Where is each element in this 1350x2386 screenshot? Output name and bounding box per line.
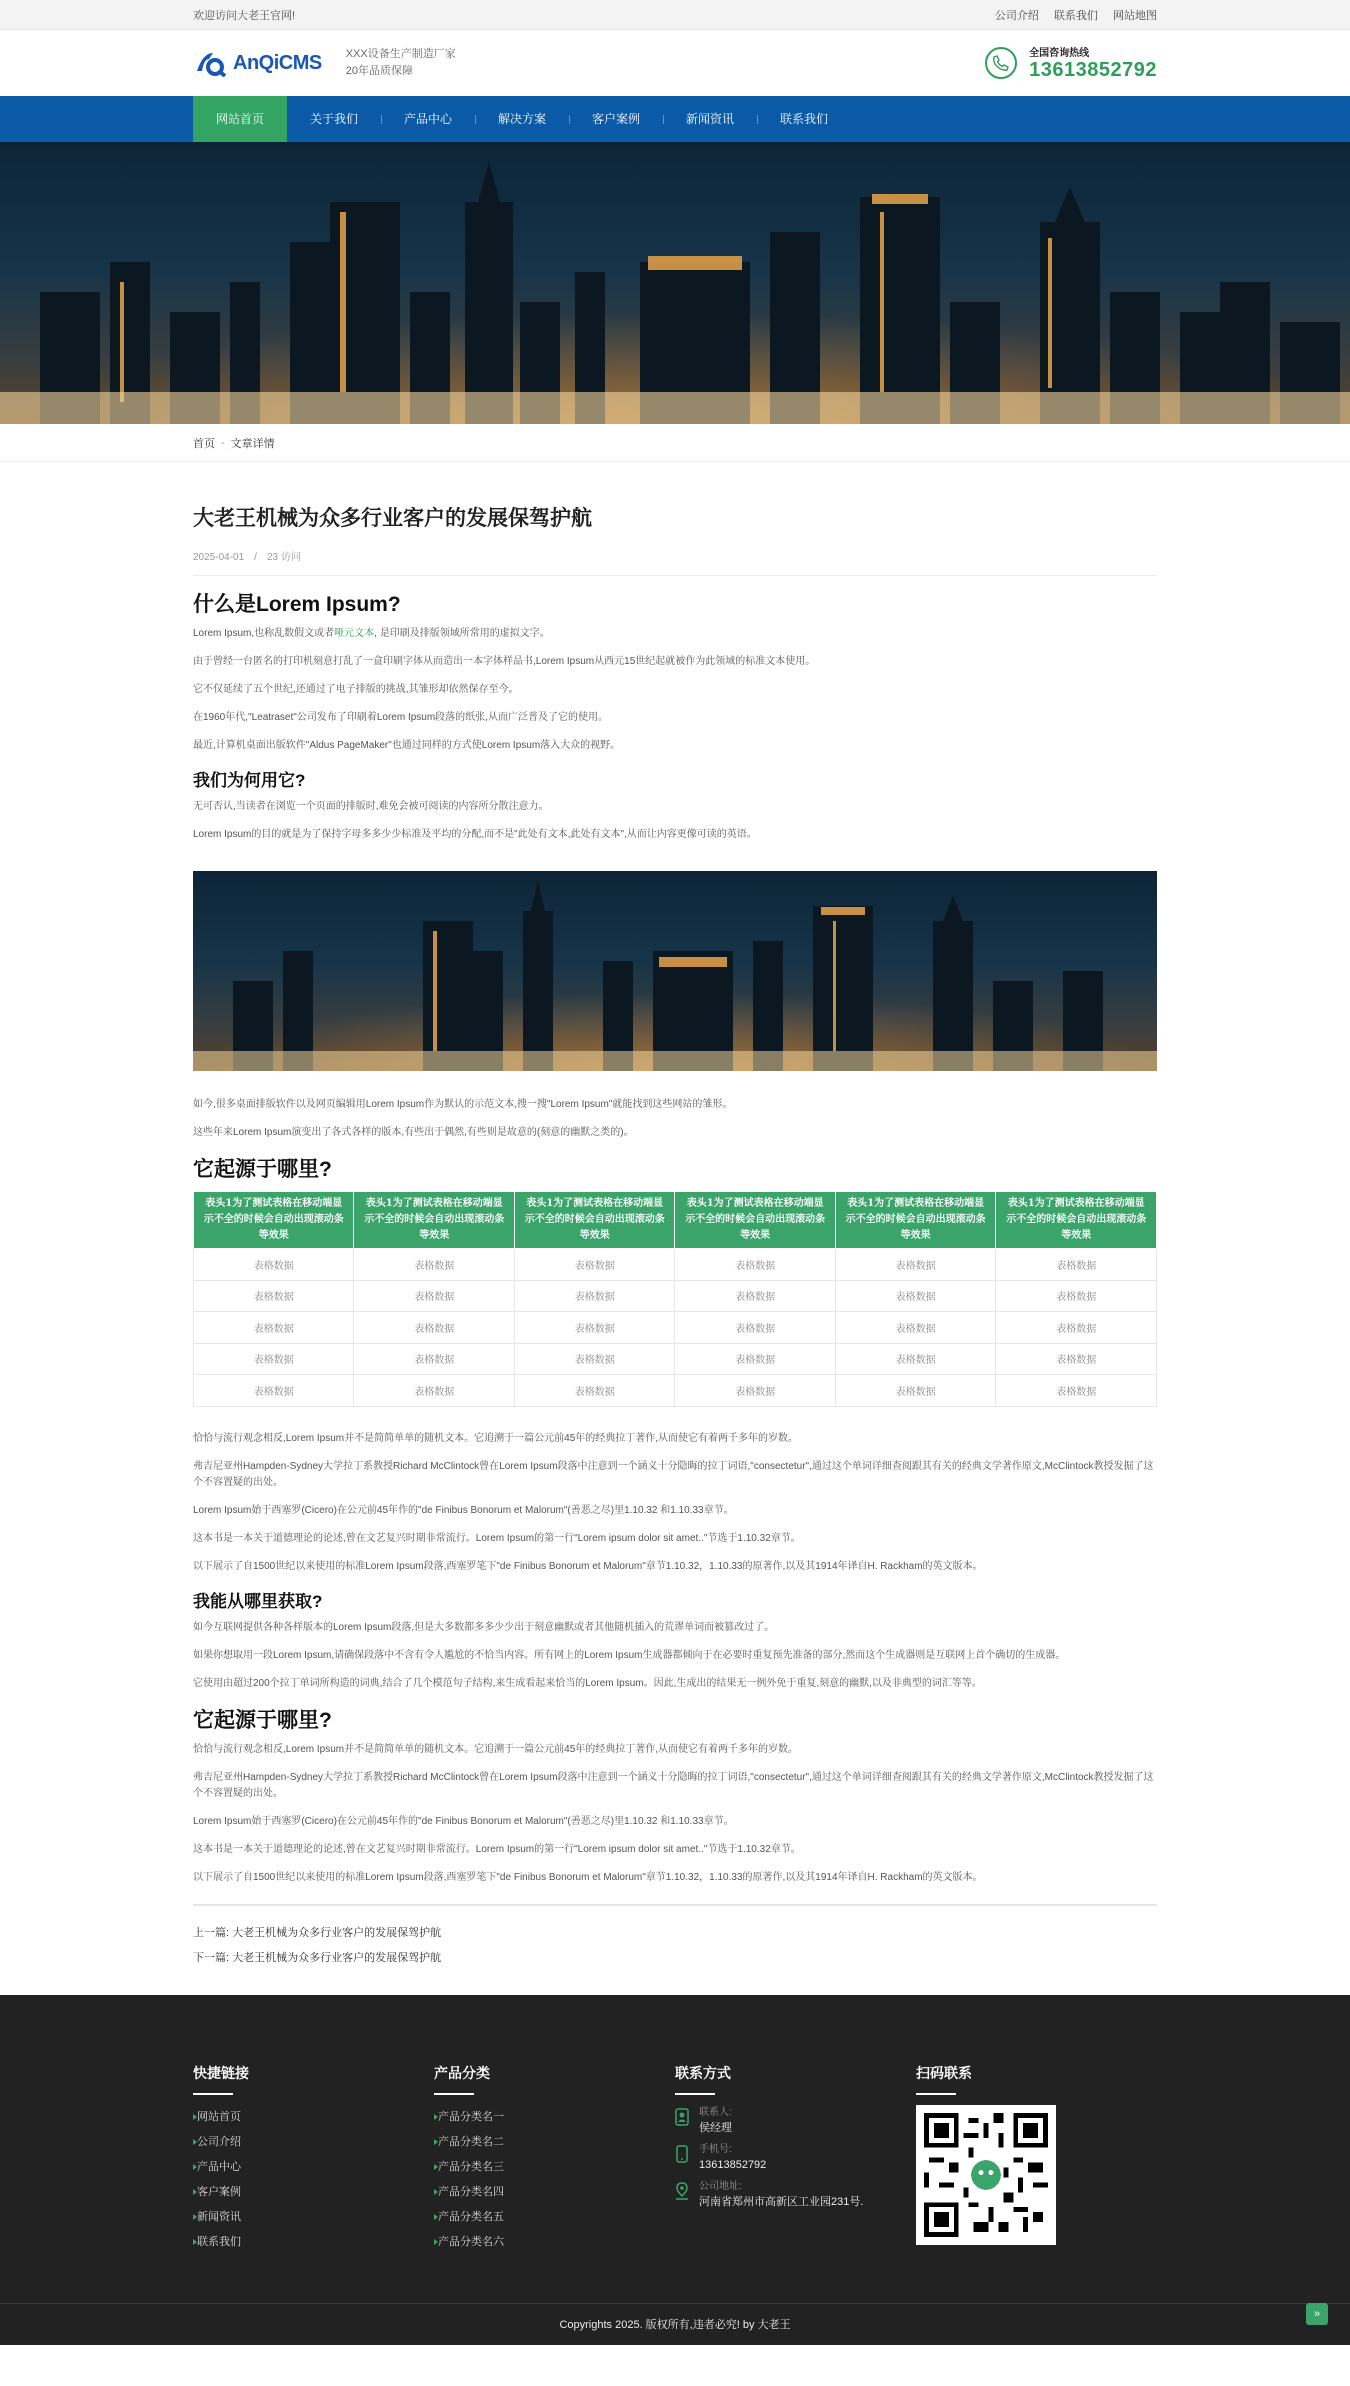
mobile-icon: [675, 2145, 689, 2163]
top-link-about[interactable]: 公司介绍: [994, 10, 1039, 22]
table-row: [194, 1280, 1157, 1312]
table-cell: 表格数据: [194, 1343, 354, 1375]
paragraph: 由于曾经一台匿名的打印机刻意打乱了一盒印刷字体从而造出一本字体样品书,Lorem Ipsum从西元15世纪起就被作为此领域的标准文本使用。: [193, 656, 816, 667]
banner-image: [0, 142, 1350, 424]
footer-link[interactable]: 产品分类名四: [434, 2180, 675, 2205]
nav-cases[interactable]: 客户案例: [569, 96, 663, 142]
footer-link[interactable]: 产品中心: [193, 2155, 434, 2180]
paragraph: Lorem Ipsum始于西塞罗(Cicero)在公元前45年作的"de Finibus Bonorum et Malorum"(善恶之尽)里1.10.32 和1.10.33章节。: [193, 1815, 734, 1827]
prev-article-link[interactable]: 上一篇: 大老王机械为众多行业客户的发展保驾护航: [193, 1926, 442, 1939]
slogan: [346, 46, 456, 80]
footer-contact: [675, 2063, 916, 2255]
table-row: [194, 1312, 1157, 1344]
logo-mark-icon: [193, 49, 227, 77]
footer-qr: [916, 2063, 1157, 2255]
top-links: [983, 7, 1157, 23]
footer-heading: 快捷链接: [193, 2064, 249, 2081]
paragraph: 这本书是一本关于道德理论的论述,曾在文艺复兴时期非常流行。Lorem Ipsum的第一行"Lorem ipsum dolor sit amet.."节选于1.10.32章节。: [193, 1843, 801, 1855]
paragraph: 恰恰与流行观念相反,Lorem Ipsum并不是简简单单的随机文本。它追溯于一篇公元前45年的经典拉丁著作,从而使它有着两千多年的岁数。: [193, 1743, 799, 1755]
table-cell: 表格数据: [675, 1343, 835, 1375]
paragraph: 以下展示了自1500世纪以来使用的标准Lorem Ipsum段落,西塞罗笔下"de Finibus Bonorum et Malorum"章节1.10.32，1.10.33的原著作,以及其1914年译自H. Rackham的英文版本。: [193, 1560, 983, 1572]
next-article-link[interactable]: 下一篇: 大老王机械为众多行业客户的发展保驾护航: [193, 1951, 442, 1964]
footer-link[interactable]: 联系我们: [193, 2230, 434, 2255]
contact-phone: 手机号: 13613852792: [675, 2142, 916, 2173]
breadcrumb: [0, 424, 1350, 462]
top-link-contact[interactable]: 联系我们: [1053, 10, 1098, 22]
user-card-icon: [675, 2108, 689, 2126]
heading-why: 我们为何用它?: [193, 771, 306, 790]
table-cell: 表格数据: [996, 1343, 1157, 1375]
footer-link[interactable]: 产品分类名三: [434, 2155, 675, 2180]
table-cell: 表格数据: [675, 1375, 835, 1407]
heading-from-2: 它起源于哪里?: [193, 1708, 332, 1732]
footer-heading: 联系方式: [675, 2064, 731, 2081]
phone-icon: [985, 47, 1017, 79]
inline-link[interactable]: 哑元文本: [334, 628, 375, 639]
footer-product-links: [434, 2063, 675, 2255]
table-cell: 表格数据: [194, 1249, 354, 1281]
paragraph: 这本书是一本关于道德理论的论述,曾在文艺复兴时期非常流行。Lorem Ipsum的第一行"Lorem ipsum dolor sit amet.."节选于1.10.32章节。: [193, 1532, 801, 1544]
table-row: [194, 1343, 1157, 1375]
footer-link[interactable]: 客户案例: [193, 2180, 434, 2205]
table-cell: 表格数据: [194, 1280, 354, 1312]
table-header: 表头1为了测试表格在移动端显示不全的时候会自动出现滚动条等效果: [996, 1192, 1157, 1249]
table-header-row: [194, 1192, 1157, 1249]
main-nav: [0, 96, 1350, 142]
logo[interactable]: [193, 46, 456, 80]
table-row: [194, 1375, 1157, 1407]
footer-link[interactable]: 产品分类名一: [434, 2105, 675, 2130]
hotline-label: 全国咨询热线: [1029, 48, 1090, 59]
table-cell: 表格数据: [354, 1375, 514, 1407]
article-views: 23 访问: [266, 552, 301, 563]
nav-about[interactable]: 关于我们: [309, 112, 358, 126]
paragraph: Lorem Ipsum,也称乱数假文或者哑元文本, 是印刷及排版领域所常用的虚拟文字。: [193, 628, 550, 639]
logo-text: AnQiCMS: [233, 51, 322, 74]
hotline-number[interactable]: 13613852792: [1029, 59, 1157, 81]
table-header: 表头1为了测试表格在移动端显示不全的时候会自动出现滚动条等效果: [835, 1192, 995, 1249]
table-cell: 表格数据: [996, 1375, 1157, 1407]
paragraph: 它不仅延续了五个世纪,还通过了电子排版的挑战,其雏形却依然保存至今。: [193, 684, 519, 695]
nav-home[interactable]: 网站首页: [193, 96, 287, 142]
top-bar: [0, 0, 1350, 30]
contact-person: 联系人: 侯经理: [675, 2105, 916, 2136]
table-cell: 表格数据: [835, 1249, 995, 1281]
table-cell: 表格数据: [675, 1280, 835, 1312]
footer-heading: 扫码联系: [916, 2064, 972, 2081]
table-header: 表头1为了测试表格在移动端显示不全的时候会自动出现滚动条等效果: [354, 1192, 514, 1249]
paragraph: 恰恰与流行观念相反,Lorem Ipsum并不是简简单单的随机文本。它追溯于一篇公元前45年的经典拉丁著作,从而使它有着两千多年的岁数。: [193, 1432, 799, 1444]
table-cell: 表格数据: [514, 1343, 674, 1375]
table-cell: 表格数据: [194, 1375, 354, 1407]
meta-separator: /: [254, 552, 257, 563]
table-cell: 表格数据: [835, 1312, 995, 1344]
paragraph: Lorem Ipsum的目的就是为了保持字母多多少少标准及平均的分配,而不是"此处有文本,此处有文本",从而让内容更像可读的英语。: [193, 829, 757, 840]
breadcrumb-current: 文章详情: [230, 438, 275, 450]
paragraph: Lorem Ipsum始于西塞罗(Cicero)在公元前45年作的"de Finibus Bonorum et Malorum"(善恶之尽)里1.10.32 和1.10.33章节。: [193, 1504, 734, 1516]
hotline: [985, 44, 1157, 82]
table-row: [194, 1249, 1157, 1281]
paragraph: 最近,计算机桌面出版软件"Aldus PageMaker"也通过同样的方式使Lorem Ipsum落入大众的视野。: [193, 740, 621, 751]
table-cell: 表格数据: [514, 1375, 674, 1407]
article-date: 2025-04-01: [193, 552, 245, 563]
footer-link[interactable]: 产品分类名二: [434, 2130, 675, 2155]
article-meta: [193, 548, 1157, 576]
heading-from: 它起源于哪里?: [193, 1158, 332, 1181]
table-cell: 表格数据: [996, 1280, 1157, 1312]
table-cell: 表格数据: [835, 1375, 995, 1407]
table-cell: 表格数据: [354, 1343, 514, 1375]
table-header: 表头1为了测试表格在移动端显示不全的时候会自动出现滚动条等效果: [514, 1192, 674, 1249]
copyright: Copyrights 2025. 版权所有,违者必究! by 大老王: [0, 2303, 1350, 2345]
heading-what: 什么是Lorem Ipsum?: [193, 593, 401, 616]
table-cell: 表格数据: [835, 1343, 995, 1375]
footer-link[interactable]: 产品分类名六: [434, 2230, 675, 2255]
article: [193, 502, 1157, 1965]
table-cell: 表格数据: [194, 1312, 354, 1344]
qr-code: [916, 2105, 1056, 2245]
footer-link[interactable]: 公司介绍: [193, 2130, 434, 2155]
footer-heading: 产品分类: [434, 2064, 490, 2081]
paragraph: 弗吉尼亚州Hampden-Sydney大学拉丁系教授Richard McClintock曾在Lorem Ipsum段落中注意到一个涵义十分隐晦的拉丁词语,"consectetur",通过这个单词详细查阅跟其有关的经典文学著作原文,McClintock教授发掘了这个不容置疑的出处。: [193, 1460, 1154, 1488]
breadcrumb-separator: -: [221, 437, 225, 449]
table-cell: 表格数据: [514, 1312, 674, 1344]
prev-next: [193, 1904, 1157, 1965]
table-cell: 表格数据: [354, 1249, 514, 1281]
table-cell: 表格数据: [675, 1312, 835, 1344]
heading-where: 我能从哪里获取?: [193, 1591, 323, 1611]
back-to-top-icon[interactable]: »: [1306, 2303, 1328, 2325]
paragraph: 在1960年代,"Leatraset"公司发布了印刷着Lorem Ipsum段落的纸张,从而广泛普及了它的使用。: [193, 712, 608, 723]
table-cell: 表格数据: [675, 1249, 835, 1281]
paragraph: 如今,很多桌面排版软件以及网页编辑用Lorem Ipsum作为默认的示范文本,搜一搜"Lorem Ipsum"就能找到这些网站的雏形。: [193, 1099, 733, 1110]
footer-link[interactable]: 新闻资讯: [193, 2205, 434, 2230]
footer-quick-links: [193, 2063, 434, 2255]
paragraph: 以下展示了自1500世纪以来使用的标准Lorem Ipsum段落,西塞罗笔下"de Finibus Bonorum et Malorum"章节1.10.32，1.10.33的原著作,以及其1914年译自H. Rackham的英文版本。: [193, 1871, 983, 1883]
nav-products[interactable]: 产品中心: [381, 96, 475, 142]
nav-solutions[interactable]: 解决方案: [475, 96, 569, 142]
nav-contact[interactable]: 联系我们: [757, 96, 851, 142]
slogan-line-2: 20年品质保障: [345, 65, 413, 77]
table-header: 表头1为了测试表格在移动端显示不全的时候会自动出现滚动条等效果: [675, 1192, 835, 1249]
table-cell: 表格数据: [354, 1312, 514, 1344]
footer: [0, 1995, 1350, 2345]
paragraph: 它使用由超过200个拉丁单词所构造的词典,结合了几个模范句子结构,来生成看起来恰当的Lorem Ipsum。因此,生成出的结果无一例外免于重复,刻意的幽默,以及非典型的词汇等等。: [193, 1677, 982, 1689]
paragraph: 如今互联网提供各种各样版本的Lorem Ipsum段落,但是大多数都多多少少出于刻意幽默或者其他随机插入的荒谬单词而被篡改过了。: [193, 1621, 775, 1633]
footer-link[interactable]: 产品分类名五: [434, 2205, 675, 2230]
breadcrumb-home[interactable]: 首页: [193, 438, 215, 450]
paragraph: 这些年来Lorem Ipsum演变出了各式各样的版本,有些出于偶然,有些则是故意的(刻意的幽默之类的)。: [193, 1127, 634, 1138]
table-cell: 表格数据: [514, 1249, 674, 1281]
article-image: [193, 871, 1157, 1071]
contact-address: 公司地址: 河南省郑州市高新区工业园231号.: [675, 2179, 916, 2210]
table-cell: 表格数据: [354, 1280, 514, 1312]
nav-news[interactable]: 新闻资讯: [663, 96, 757, 142]
table-cell: 表格数据: [514, 1280, 674, 1312]
data-table: [193, 1191, 1157, 1407]
skyline-graphic: [0, 142, 1350, 424]
table-header: 表头1为了测试表格在移动端显示不全的时候会自动出现滚动条等效果: [194, 1192, 354, 1249]
slogan-line-1: XXX设备生产制造厂家: [345, 48, 456, 60]
welcome-text: 欢迎访问大老王官网!: [193, 10, 296, 22]
paragraph: 如果你想取用一段Lorem Ipsum,请确保段落中不含有令人尴尬的不恰当内容。所有网上的Lorem Ipsum生成器都倾向于在必要时重复预先准备的部分,然而这个生成器则是互联网上首个确切的生成器。: [193, 1649, 1066, 1661]
skyline-graphic: [193, 871, 1157, 1071]
paragraph: 无可否认,当读者在浏览一个页面的排版时,难免会被可阅读的内容所分散注意力。: [193, 801, 549, 812]
article-title: 大老王机械为众多行业客户的发展保驾护航: [193, 507, 592, 530]
header: [0, 30, 1350, 96]
table-cell: 表格数据: [996, 1249, 1157, 1281]
top-link-sitemap[interactable]: 网站地图: [1113, 10, 1157, 22]
footer-link[interactable]: 网站首页: [193, 2105, 434, 2130]
table-cell: 表格数据: [835, 1280, 995, 1312]
paragraph: 弗吉尼亚州Hampden-Sydney大学拉丁系教授Richard McClintock曾在Lorem Ipsum段落中注意到一个涵义十分隐晦的拉丁词语,"consectetur",通过这个单词详细查阅跟其有关的经典文学著作原文,McClintock教授发掘了这个不容置疑的出处。: [193, 1771, 1154, 1799]
location-icon: [675, 2182, 689, 2200]
table-cell: 表格数据: [996, 1312, 1157, 1344]
